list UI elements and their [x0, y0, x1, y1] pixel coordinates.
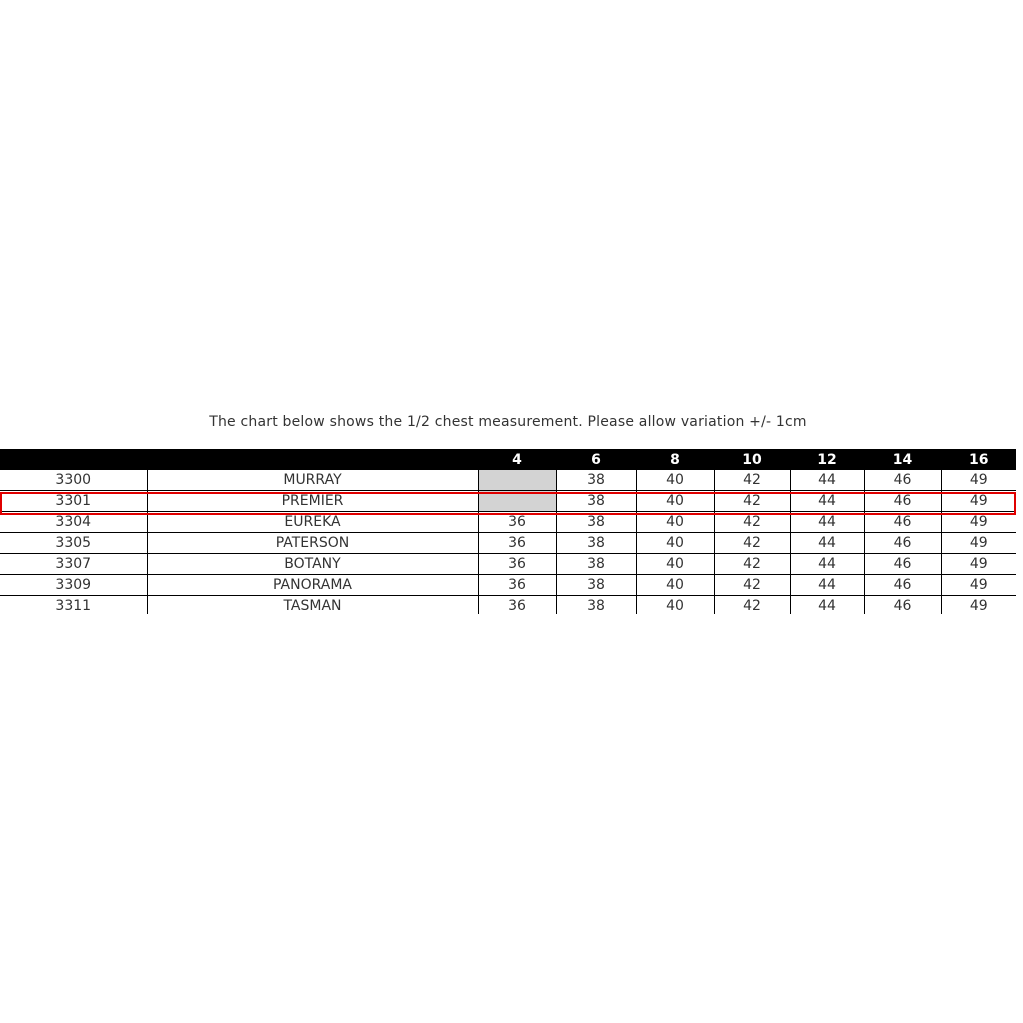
table-cell: 42 — [714, 491, 790, 512]
table-cell: 36 — [478, 575, 556, 596]
header-cell-size-16: 16 — [941, 449, 1016, 470]
table-cell: 46 — [864, 470, 941, 491]
table-cell: 40 — [636, 533, 714, 554]
table-cell: 38 — [556, 470, 636, 491]
header-cell-size-12: 12 — [790, 449, 864, 470]
table-cell: 46 — [864, 491, 941, 512]
table-cell: 40 — [636, 554, 714, 575]
table-cell: 38 — [556, 533, 636, 554]
table-cell: 44 — [790, 512, 864, 533]
table-cell: 38 — [556, 575, 636, 596]
table-cell: 3309 — [0, 575, 147, 596]
table-cell: 36 — [478, 596, 556, 615]
table-cell: 44 — [790, 491, 864, 512]
table-cell: 42 — [714, 470, 790, 491]
table-header-row — [0, 449, 1016, 470]
table-cell: 46 — [864, 554, 941, 575]
table-cell: 3304 — [0, 512, 147, 533]
table-cell: 36 — [478, 512, 556, 533]
table-cell: 38 — [556, 596, 636, 615]
table-cell: 3307 — [0, 554, 147, 575]
table-cell: BOTANY — [147, 554, 478, 575]
table-cell: 40 — [636, 575, 714, 596]
table-cell: PREMIER — [147, 491, 478, 512]
table-row — [0, 470, 1016, 491]
table-cell: EUREKA — [147, 512, 478, 533]
table-cell: 40 — [636, 470, 714, 491]
table-cell: 38 — [556, 491, 636, 512]
table-cell: 49 — [941, 533, 1016, 554]
table-cell: MURRAY — [147, 470, 478, 491]
table-cell: 42 — [714, 533, 790, 554]
table-cell: 46 — [864, 533, 941, 554]
table-cell: TASMAN — [147, 596, 478, 615]
header-cell-size-14: 14 — [864, 449, 941, 470]
table-cell: 42 — [714, 596, 790, 615]
table-cell: 36 — [478, 533, 556, 554]
table-row — [0, 575, 1016, 596]
table-cell: 49 — [941, 470, 1016, 491]
table-cell: 44 — [790, 554, 864, 575]
chart-caption: The chart below shows the 1/2 chest measurement. Please allow variation +/- 1cm — [209, 414, 807, 430]
table-cell: 42 — [714, 575, 790, 596]
table-cell: 49 — [941, 596, 1016, 615]
table-cell: 3305 — [0, 533, 147, 554]
table-cell: 44 — [790, 470, 864, 491]
table-cell: 40 — [636, 512, 714, 533]
table-row-highlighted — [0, 491, 1016, 512]
table-cell: 36 — [478, 554, 556, 575]
table-cell: 49 — [941, 575, 1016, 596]
table-cell: 3301 — [0, 491, 147, 512]
table-cell: 3300 — [55, 472, 92, 488]
table-cell: 38 — [556, 512, 636, 533]
table-cell: PATERSON — [147, 533, 478, 554]
table-row — [0, 512, 1016, 533]
header-cell-name — [147, 449, 478, 470]
table-cell: 49 — [941, 491, 1016, 512]
size-chart-table — [0, 449, 1016, 614]
table-cell: 44 — [790, 596, 864, 615]
table-cell: 49 — [941, 512, 1016, 533]
table-cell: 42 — [714, 554, 790, 575]
header-cell-size-6: 6 — [556, 449, 636, 470]
table-cell: 44 — [790, 575, 864, 596]
table-cell: PANORAMA — [147, 575, 478, 596]
header-cell-code — [0, 449, 147, 470]
table-cell: 46 — [864, 596, 941, 615]
table-row — [0, 554, 1016, 575]
table-cell: 49 — [941, 554, 1016, 575]
table-cell: 38 — [556, 554, 636, 575]
table-cell-empty — [478, 491, 556, 512]
header-cell-size-10: 10 — [714, 449, 790, 470]
table-cell: 40 — [636, 491, 714, 512]
header-cell-size-4: 4 — [478, 449, 556, 470]
table-cell: 44 — [790, 533, 864, 554]
table-cell: 42 — [714, 512, 790, 533]
table-cell: 40 — [636, 596, 714, 615]
table-row — [0, 533, 1016, 554]
table-row — [0, 596, 1016, 615]
table-cell: 46 — [864, 512, 941, 533]
table-cell-empty — [478, 470, 556, 491]
table-cell: 3311 — [0, 596, 147, 615]
table-cell: 46 — [864, 575, 941, 596]
header-cell-size-8: 8 — [636, 449, 714, 470]
size-chart-container — [0, 449, 1016, 614]
